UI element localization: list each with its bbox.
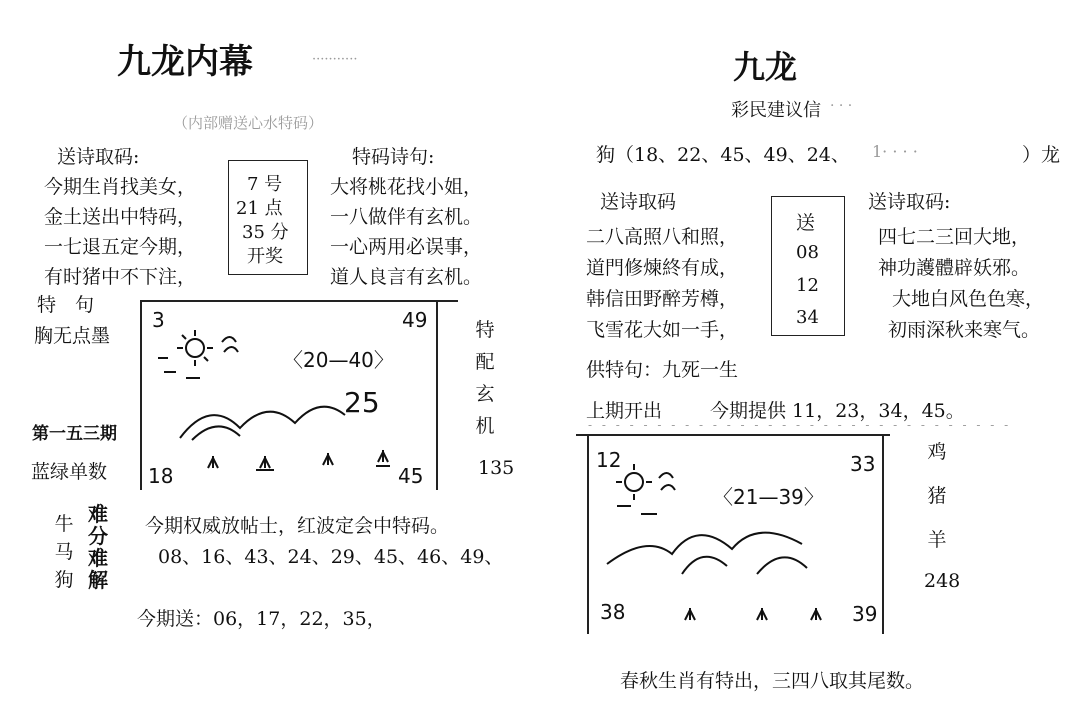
vertical-char: 机 — [475, 415, 495, 437]
animal-rooster: 鸡 — [927, 441, 947, 463]
left-special-line: 一心两用必误事， — [330, 236, 483, 258]
right-sketch-corner-tl: 12 — [596, 448, 622, 472]
right-poem-right-line: 四七二三回大地， — [878, 226, 1031, 248]
dog-line-faint: 1· · · · — [872, 142, 918, 161]
this-period-send: 今期送：06，17，22，35， — [137, 608, 386, 630]
animal-list — [52, 510, 76, 594]
left-sketch-corner-bl: 18 — [148, 464, 174, 488]
right-suggest-faint: · · · — [830, 98, 853, 114]
left-special-heading: 特码诗句: — [352, 146, 435, 168]
vertical-char: 玄 — [475, 383, 495, 405]
left-poem-line: 金土送出中特码， — [44, 206, 197, 228]
send-box-line: 送 — [796, 212, 816, 234]
right-sketch-range: 〈21—39〉 — [713, 485, 824, 509]
vertical-char: 配 — [475, 351, 495, 373]
left-sketch-drawing — [140, 300, 438, 490]
right-poem-left-line: 二八高照八和照， — [586, 226, 739, 248]
hard-to-separate-vertical — [86, 503, 110, 591]
right-suggest: 彩民建议信 — [731, 100, 821, 121]
right-footer: 春秋生肖有特出，三四八取其尾数。 — [620, 670, 925, 692]
dashed-rule: - - - - - - - - - - - - - - - - - - - - - - - - - - - - - - - — [588, 418, 1012, 432]
left-sketch-corner-tr: 49 — [402, 308, 428, 332]
grass-icon — [208, 450, 390, 470]
authority-tip: 今期权威放帖士，红波定会中特码。 — [145, 515, 450, 537]
right-poem-heading-left: 送诗取码 — [600, 191, 677, 213]
left-sketch-range: 〈20—40〉 — [283, 348, 394, 372]
animal-pig: 猪 — [927, 485, 947, 507]
send-box-line: 08 — [796, 242, 819, 263]
draw-time-line: 21 点 — [236, 198, 283, 219]
special-match-vertical — [473, 314, 497, 442]
right-title: 九龙 — [733, 48, 798, 86]
special-sentence-phrase: 胸无点墨 — [34, 325, 111, 347]
left-poem-line: 有时猪中不下注， — [44, 266, 197, 288]
color-tip: 蓝绿单数 — [31, 461, 108, 483]
side-animals — [925, 430, 949, 562]
right-poem-right-line: 大地白风色色寒， — [892, 288, 1045, 310]
draw-time-line: 35 分 — [242, 222, 289, 243]
draw-time-line: 开奖 — [247, 246, 283, 267]
left-title-note: ··········· — [312, 52, 358, 67]
send-box-line: 34 — [796, 307, 819, 328]
grass-icon — [685, 608, 821, 620]
right-sketch-corner-tr: 33 — [850, 452, 876, 476]
code-248: 248 — [924, 570, 961, 592]
right-poem-right-line: 神功護體辟妖邪。 — [878, 257, 1031, 279]
right-poem-left-line: 韩信田野醉芳樽， — [586, 288, 739, 310]
dog-dragon-line: 狗（18、22、45、49、24、 — [596, 144, 850, 166]
left-poem-line: 今期生肖找美女， — [44, 176, 197, 198]
animal-dog: 狗 — [54, 569, 74, 591]
left-title: 九龙内幕 — [117, 42, 253, 82]
right-poem-right-line: 初雨深秋来寒气。 — [888, 319, 1041, 341]
mountain-icon — [180, 407, 345, 440]
hard-char: 分 — [88, 524, 108, 548]
tip-numbers: 08、16、43、24、29、45、46、49、 — [158, 546, 504, 568]
left-sketch-corner-tl: 3 — [152, 308, 165, 332]
left-special-line: 大将桃花找小姐， — [330, 176, 483, 198]
code-135: 135 — [478, 457, 515, 479]
hard-char: 难 — [88, 502, 108, 526]
draw-time-line: 7 号 — [247, 174, 283, 195]
left-special-line: 道人良言有玄机。 — [330, 266, 483, 288]
right-poem-left-line: 飞雪花大如一手， — [586, 319, 739, 341]
send-box-line: 12 — [796, 275, 819, 296]
left-poem-line: 一七退五定今期， — [44, 236, 197, 258]
right-poem-heading-right: 送诗取码: — [868, 191, 951, 213]
right-sketch-drawing — [587, 434, 883, 634]
mountain-icon — [607, 533, 807, 574]
left-poem-heading: 送诗取码: — [57, 146, 140, 168]
last-period-open: 上期开出 — [586, 400, 663, 422]
hard-char: 解 — [88, 568, 108, 592]
vertical-char: 特 — [475, 319, 495, 341]
animal-horse: 马 — [54, 541, 74, 563]
sun-icon — [158, 330, 238, 378]
special-sentence-label: 特 句 — [37, 294, 95, 316]
sun-icon — [616, 464, 675, 514]
dragon-label: ）龙 — [1022, 144, 1061, 166]
animal-ox: 牛 — [54, 513, 74, 535]
animal-sheep: 羊 — [927, 529, 947, 551]
left-special-line: 一八做伴有玄机。 — [330, 206, 483, 228]
left-subtitle: （内部赠送心水特码） — [173, 114, 324, 132]
hard-char: 难 — [88, 546, 108, 570]
left-sketch-mid: 25 — [344, 386, 380, 419]
left-sketch-corner-br: 45 — [398, 464, 424, 488]
this-period-offer: 今期提供 11，23，34，45。 — [710, 400, 965, 422]
right-sketch-corner-bl: 38 — [600, 600, 626, 624]
right-poem-left-line: 道門修煉終有成， — [586, 257, 739, 279]
period-label: 第一五三期 — [32, 424, 117, 444]
special-phrase: 供特句：九死一生 — [586, 359, 739, 381]
right-sketch-corner-br: 39 — [852, 602, 878, 626]
